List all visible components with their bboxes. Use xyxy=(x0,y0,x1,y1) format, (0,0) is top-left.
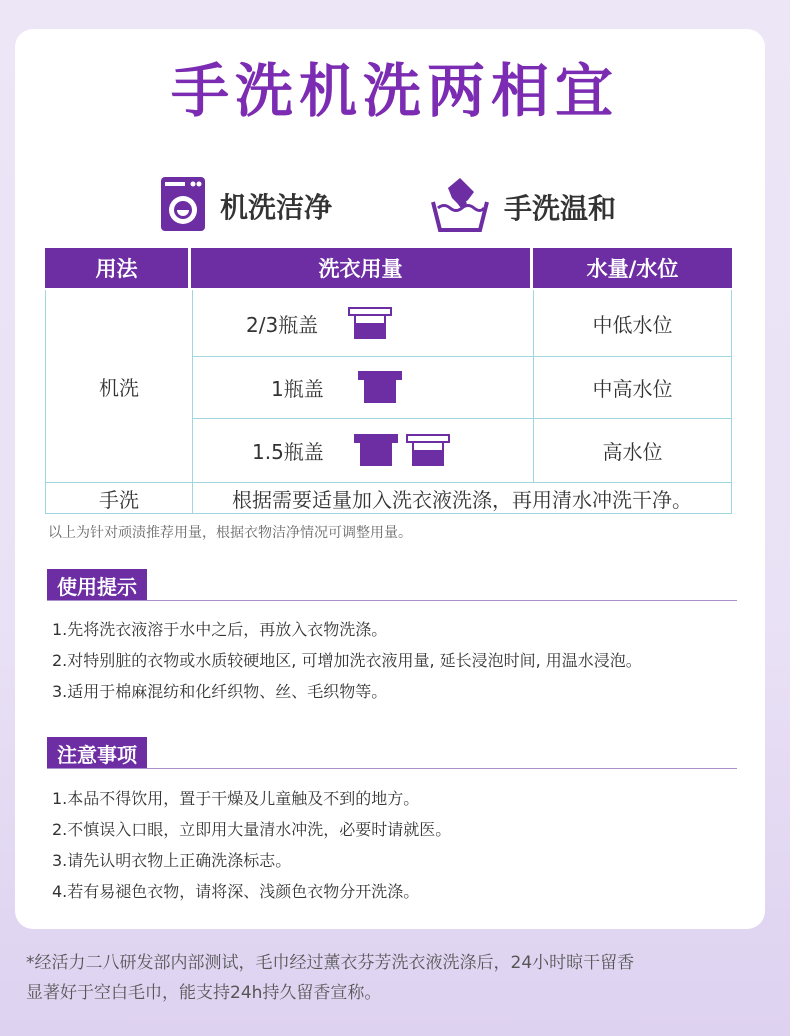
hand-wash-label: 手洗温和 xyxy=(504,192,617,225)
water-level: 中高水位 xyxy=(592,376,673,401)
list-item: 1.本品不得饮用，置于干燥及儿童触及不到的地方。 xyxy=(52,789,420,808)
list-item: 2.不慎误入口眼，立即用大量清水冲洗，必要时请就医。 xyxy=(52,820,452,839)
list-item: 3.请先认明衣物上正确洗涤标志。 xyxy=(52,851,292,870)
list-item: 3.适用于棉麻混纺和化纤织物、丝、毛织物等。 xyxy=(52,682,388,701)
footnote-line-1: 经活力二八研发部内部测试，毛巾经过薰衣芬芳洗衣液洗涤后，24小时晾干留香 xyxy=(34,953,635,973)
machine-wash-label: 机洗洁净 xyxy=(220,191,333,224)
tips-divider xyxy=(47,600,737,601)
tips-list xyxy=(52,614,642,707)
water-level: 中低水位 xyxy=(592,312,673,337)
footnote xyxy=(26,948,766,1008)
hand-wash-basin-icon xyxy=(430,176,490,238)
cautions-list xyxy=(52,783,451,907)
dose-amount: 1.5瓶盖 xyxy=(252,439,324,464)
hand-wash-instruction: 根据需要适量加入洗衣液洗涤，再用清水冲洗干净。 xyxy=(232,487,692,512)
header-usage: 用法 xyxy=(45,248,191,288)
table-row xyxy=(246,290,392,356)
table-row xyxy=(271,356,402,418)
list-item: 2.对特别脏的衣物或水质较硬地区, 可增加洗衣液用量, 延长浸泡时间, 用温水浸泡。 xyxy=(52,651,642,670)
table-body xyxy=(45,290,732,514)
table-header xyxy=(45,248,732,288)
dose-amount: 2/3瓶盖 xyxy=(246,312,319,337)
machine-wash-mode xyxy=(160,176,332,236)
partial-cap-icon xyxy=(348,307,392,339)
page-title: 手洗机洗两相宜 xyxy=(170,57,619,125)
hand-wash-cell: 手洗 xyxy=(99,487,139,512)
hand-wash-mode xyxy=(430,176,616,238)
header-dosage: 洗衣用量 xyxy=(191,248,533,288)
list-item: 1.先将洗衣液溶于水中之后，再放入衣物洗涤。 xyxy=(52,620,388,639)
footnote-line-2: 显著好于空白毛巾，能支持24h持久留香宣称。 xyxy=(26,983,382,1003)
dosage-note: 以上为针对顽渍推荐用量，根据衣物洁净情况可调整用量。 xyxy=(48,525,412,541)
machine-wash-cell: 机洗 xyxy=(99,375,139,400)
cautions-divider xyxy=(47,768,737,769)
cautions-section-title: 注意事项 xyxy=(47,737,147,769)
header-water-level: 水量/水位 xyxy=(533,248,732,288)
full-cap-icon xyxy=(358,371,402,403)
tips-section-title: 使用提示 xyxy=(47,569,147,601)
footnote-star: * xyxy=(26,953,35,973)
washing-machine-icon xyxy=(160,176,206,236)
full-cap-icon xyxy=(354,434,398,466)
list-item: 4.若有易褪色衣物，请将深、浅颜色衣物分开洗涤。 xyxy=(52,882,420,901)
table-row xyxy=(252,418,450,482)
water-level: 高水位 xyxy=(602,439,663,464)
dose-amount: 1瓶盖 xyxy=(271,376,324,401)
partial-cap-icon xyxy=(406,434,450,466)
dosage-table xyxy=(45,248,732,514)
